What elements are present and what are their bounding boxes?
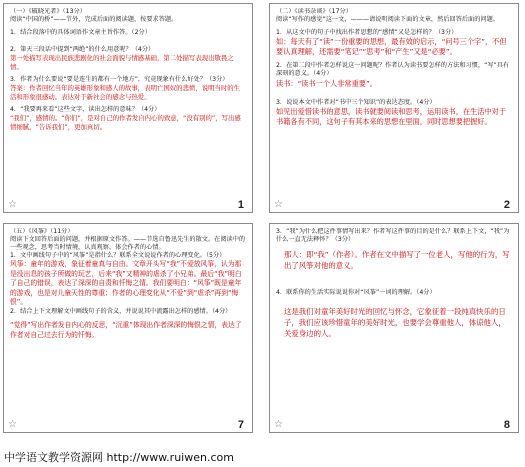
slide-footer — [270, 196, 518, 212]
slide-content — [276, 8, 512, 194]
answer-3: 如见出爱惜读书的意思，读书就要阅读和思考，运用读书，在生活中对于书籍各有不同，这句子有其本来的思想在里面，同时思想要把握好。 — [276, 107, 507, 126]
slide-footer — [270, 416, 518, 432]
answer-3: 答案：作者回忆当年的英雄形象和感人的故事，表明亡国奴的悲愤，说明当时的生活和形象很感动。表达对于新社会的感念与热爱。 — [10, 84, 241, 101]
question-1: 1．文中画线句子中的“风筝”是指什么？联系全文说说作者的心理变化。（5分） — [10, 252, 226, 259]
slide-content — [276, 228, 512, 414]
answer-2: “觉得”写出作者发自内心的反思，“沉重”体现出作者深深的悔恨之情，表达了作者对自己过去行为的忏悔。 — [10, 320, 242, 339]
question-2: 2．结合上下文理解文中画线句子的含义，并说说其中流露出怎样的感情。（4分） — [10, 307, 232, 315]
star-icon: ☆ — [274, 199, 283, 210]
question-2: 2．第天三段话中提到“两绝”的什么用意呢？（4分） — [10, 46, 155, 53]
slide-content — [10, 8, 246, 194]
slide-footer — [4, 196, 252, 212]
answer-3: 那人：即“我”（作者）。作者在文中描写了一位老人，写他的行为，写出了风筝对他的意义。 — [284, 250, 510, 270]
question-4: 4．联系你的生活实际说说你对“风筝”一词的理解。（4分） — [276, 289, 436, 296]
slide-page-1[interactable] — [3, 3, 253, 213]
question-3: 3．作者为什么要说“要是连生的都有一个地方”，究竟现象有什么好处？（3分） — [10, 76, 229, 84]
section-title: （二）《读书杂谈》（17分） — [276, 8, 352, 15]
question-3: 3．“我”为什么把这件事情写出来？作者写这件事的目的是什么？联系上下文，“我”为什么一直无法释怀？（3分） — [276, 228, 510, 243]
slide-content — [10, 228, 246, 414]
answer-1: 风筝：童年的游戏，象征着童真与自由。文章开头写“我”不爱放风筝，认为那是没出息的孩子所做的玩艺，后来“我”又精神的虐杀了小兄弟。最后“我”明白了自己的错误，表达了深深的自责和忏悔之情。我们要明白：“风筝”既是童年的游戏，也是对儿童天性的尊重；作者的心理变化从“不爱”到“虐杀”再到“悔恨”。 — [10, 260, 242, 307]
section-title: （五）《风筝》（11分） — [10, 228, 74, 235]
page-number: 8 — [503, 419, 510, 431]
star-icon: ☆ — [8, 199, 17, 210]
slide-page-8[interactable] — [269, 223, 519, 433]
page-number: 7 — [237, 419, 244, 431]
reading-intro: 阅读“写作的感觉”这一文，———请说明阅读下面的文章，然后回答后面的问题。 — [276, 16, 499, 23]
answer-2: 读书：“读书一个人非常重要”。 — [276, 79, 377, 88]
question-4: 4．“我要再来看”这些文字，读出怎样的意味？（4分） — [10, 106, 161, 114]
reading-intro: 阅读下文回答后面的问题，并根据原文作答。——节选自鲁迅先生的散文。在阅读中的一些观念，思考当时情境，认真观察，体会作者的心情。 — [10, 236, 246, 251]
site-footer-text: 中学语文教学资源网 http://www.ruiwen.com — [4, 451, 234, 464]
section-title: （一）《破晓光者》（13分） — [10, 8, 86, 15]
question-1: 1．结合段落中的具体词语作文章主旨作答。（2分） — [10, 29, 151, 36]
answer-4: “我们”，感情的。“你们”，是对自己的作者发自内心的致意，“没有别的”，写出感情细腻，“告诉我们”，更加真切。 — [10, 114, 241, 131]
answer-2: 第一处描写表现出民族悲剧化的社会面貌与情感基础，第二处描写表现出敬畏之情。 — [10, 54, 234, 71]
slide-footer — [4, 416, 252, 432]
question-1: 1．从这文中的句子中找出作者思想的“感情”又是怎样的？（3分） — [276, 29, 458, 36]
reading-intro: 阅读“中国的桥”——节外，完成后面的阅读题，按要求答题。 — [10, 16, 178, 23]
question-2: 2．在第二段中作者怎样说这一问题呢？作者认为读书要怎样的方法和习惯，“写”具有深刻的意义。（4分） — [276, 62, 510, 77]
page-number: 2 — [503, 199, 510, 211]
star-icon: ☆ — [8, 419, 17, 430]
answer-4: 这是我们对童年美好时光的回忆与怀念，它象征着一段纯真快乐的日子，我们应该珍惜童年的美好时光，也要学会尊重他人，体谅他人，关爱身边的人。 — [284, 307, 506, 338]
slide-page-7[interactable] — [3, 223, 253, 433]
star-icon: ☆ — [274, 419, 283, 430]
answer-1: 如：每天有了“读”一份重要的思想，最有效的启示，“问号三个字”，不但要认真理解，还需要“笔记”“思考”和“产生”又是“必要”。 — [276, 37, 507, 56]
page-number: 1 — [237, 199, 244, 211]
slide-page-2[interactable] — [269, 3, 519, 213]
question-3: 3．说说本文中作者对“书中三个知识”的表达态度。（4分） — [276, 99, 436, 106]
